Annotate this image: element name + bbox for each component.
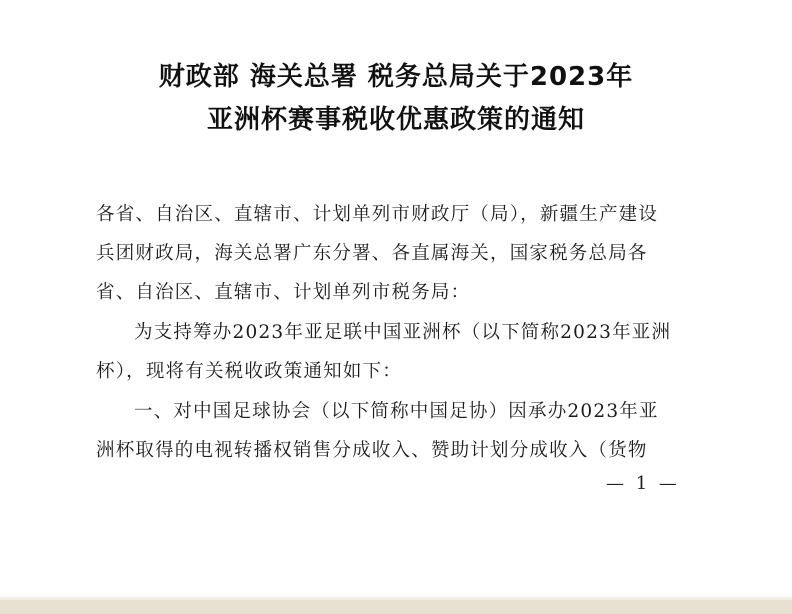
addressee-line-1: 各省、自治区、直辖市、计划单列市财政厅（局），新疆生产建设: [96, 204, 659, 225]
addressee-line-3: 省、自治区、直辖市、计划单列市税务局：: [96, 282, 471, 303]
clause-one-line-1: 一、对中国足球协会（以下简称中国足协）因承办2023年亚: [134, 401, 659, 422]
page-number: — 1 —: [606, 473, 680, 494]
clause-one-line-2: 洲杯取得的电视转播权销售分成收入、赞助计划分成收入（货物: [96, 440, 648, 461]
intro-paragraph-line-2: 杯），现将有关税收政策通知如下：: [96, 361, 402, 382]
intro-paragraph-line-1: 为支持筹办2023年亚足联中国亚洲杯（以下简称2023年亚洲: [134, 322, 672, 343]
page-edge-band: [0, 600, 792, 614]
document-title-line-1: 财政部 海关总署 税务总局关于2023年: [158, 62, 634, 92]
document-title-line-2: 亚洲杯赛事税收优惠政策的通知: [206, 105, 585, 135]
addressee-line-2: 兵团财政局，海关总署广东分署、各直属海关，国家税务总局各: [96, 243, 648, 264]
